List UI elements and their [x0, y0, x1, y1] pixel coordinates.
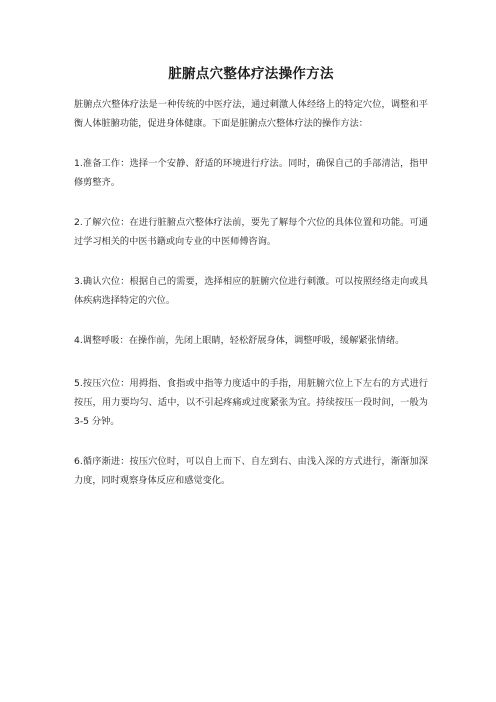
step-4-paragraph: 4.调整呼吸：在操作前，先闭上眼睛，轻松舒展身体，调整呼吸，缓解紧张情绪。: [74, 335, 405, 346]
step-2-paragraph: 2.了解穴位：在进行脏腑点穴整体疗法前，要先了解每个穴位的具体位置和功能。可通过学习相关的中医书籍或向专业的中医师傅咨询。: [74, 217, 428, 247]
step-1-paragraph: 1.准备工作：选择一个安静、舒适的环境进行疗法。同时，确保自己的手部清洁，指甲修剪整齐。: [74, 158, 428, 188]
step-5-paragraph: 5.按压穴位：用拇指、食指或中指等力度适中的手指，用脏腑穴位上下左右的方式进行按压，用力要均匀、适中，以不引起疼痛或过度紧张为宜。持续按压一段时间，一般为 3-5 分钟。: [74, 378, 428, 427]
intro-paragraph: 脏腑点穴整体疗法是一种传统的中医疗法，通过刺激人体经络上的特定穴位，调整和平衡人体脏腑功能，促进身体健康。下面是脏腑点穴整体疗法的操作方法：: [74, 99, 428, 129]
step-6-paragraph: 6.循序渐进：按压穴位时，可以自上而下、自左到右、由浅入深的方式进行，渐渐加深力度，同时观察身体反应和感觉变化。: [74, 456, 428, 486]
page-title: 脏腑点穴整体疗法操作方法: [168, 66, 334, 82]
step-3-paragraph: 3.确认穴位：根据自己的需要，选择相应的脏腑穴位进行刺激。可以按照经络走向或具体疾病选择特定的穴位。: [74, 276, 428, 306]
